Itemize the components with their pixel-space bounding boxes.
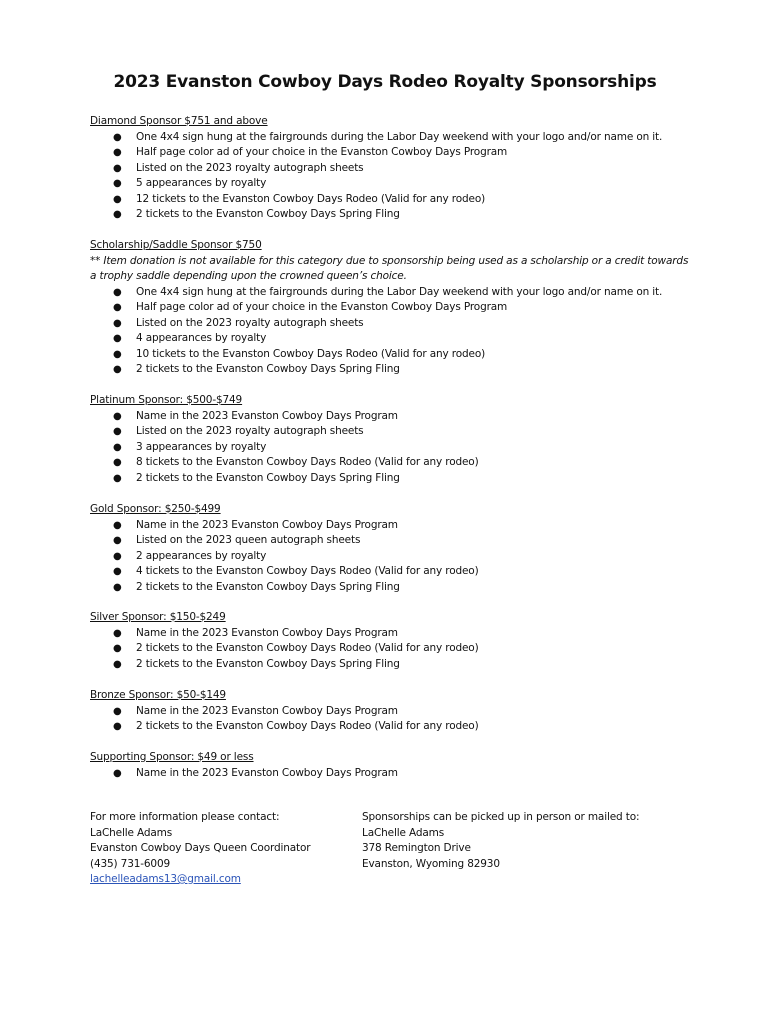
bullet-icon: ● xyxy=(113,147,122,158)
section-supporting-sponsor xyxy=(90,750,690,781)
list-item: ● 10 tickets to the Evanston Cowboy Days Rodeo (Valid for any rodeo) xyxy=(90,347,690,363)
mailing-street: 378 Remington Drive xyxy=(362,842,471,854)
list-item: ● Listed on the 2023 royalty autograph sheets xyxy=(90,161,690,177)
bullet-icon: ● xyxy=(113,457,122,468)
contact-email-link[interactable]: lachelleadams13@gmail.com xyxy=(90,873,241,885)
mailing-intro: Sponsorships can be picked up in person or mailed to: xyxy=(362,811,640,823)
bullet-icon: ● xyxy=(113,705,122,717)
list-item: ● 2 tickets to the Evanston Cowboy Days Spring Fling xyxy=(90,471,690,487)
page-title: 2023 Evanston Cowboy Days Rodeo Royalty Sponsorships xyxy=(113,72,657,92)
bullet-icon: ● xyxy=(113,566,122,577)
section-scholarship-saddle-sponsor xyxy=(90,238,690,378)
list-item: ● 4 appearances by royalty xyxy=(90,331,690,347)
list-item: ● 5 appearances by royalty xyxy=(90,176,690,192)
list-item: ● Listed on the 2023 royalty autograph sheets xyxy=(90,316,690,332)
bullet-icon: ● xyxy=(113,286,122,298)
section-gold-sponsor xyxy=(90,502,690,595)
section-silver-sponsor xyxy=(90,610,690,672)
list-item: ● 2 tickets to the Evanston Cowboy Days Spring Fling xyxy=(90,580,690,596)
section-note: ** Item donation is not available for this category due to sponsorship being used as a scholarship or a credit towards a trophy saddle depending upon the crowned queen’s choice. xyxy=(90,254,689,282)
section-bronze-sponsor xyxy=(90,688,690,735)
section-heading: Scholarship/Saddle Sponsor $750 xyxy=(90,239,262,251)
list-item: ● Name in the 2023 Evanston Cowboy Days Program xyxy=(90,626,690,642)
list-item: ● 12 tickets to the Evanston Cowboy Days Rodeo (Valid for any rodeo) xyxy=(90,192,690,208)
benefit-list xyxy=(90,130,690,223)
mailing-city: Evanston, Wyoming 82930 xyxy=(362,857,500,870)
benefit-list xyxy=(90,285,690,378)
list-item: ● 3 appearances by royalty xyxy=(90,440,690,456)
bullet-icon: ● xyxy=(113,333,122,344)
list-item: ● Listed on the 2023 royalty autograph sheets xyxy=(90,424,690,440)
section-heading: Diamond Sponsor $751 and above xyxy=(90,115,268,127)
contact-intro: For more information please contact: xyxy=(90,811,280,823)
contact-name: LaChelle Adams xyxy=(90,826,173,839)
bullet-icon: ● xyxy=(113,519,122,531)
bullet-icon: ● xyxy=(113,658,122,670)
bullet-icon: ● xyxy=(113,643,122,654)
bullet-icon: ● xyxy=(113,767,122,779)
benefit-list xyxy=(90,518,690,596)
bullet-icon: ● xyxy=(113,426,122,437)
list-item: ● 2 tickets to the Evanston Cowboy Days Spring Fling xyxy=(90,207,690,223)
bullet-icon: ● xyxy=(113,627,122,639)
bullet-icon: ● xyxy=(113,348,122,360)
list-item: ● 2 tickets to the Evanston Cowboy Days Rodeo (Valid for any rodeo) xyxy=(90,719,690,735)
list-item: ● Name in the 2023 Evanston Cowboy Days Program xyxy=(90,704,690,720)
list-item: ● Name in the 2023 Evanston Cowboy Days Program xyxy=(90,409,690,425)
bullet-icon: ● xyxy=(113,302,122,313)
bullet-icon: ● xyxy=(113,410,122,422)
list-item: ● Name in the 2023 Evanston Cowboy Days Program xyxy=(90,518,690,534)
mailing-name: LaChelle Adams xyxy=(362,826,445,839)
benefit-list xyxy=(90,766,690,782)
list-item: ● 2 tickets to the Evanston Cowboy Days Spring Fling xyxy=(90,657,690,673)
benefit-list xyxy=(90,626,690,673)
list-item: ● Listed on the 2023 queen autograph sheets xyxy=(90,533,690,549)
section-heading: Gold Sponsor: $250-$499 xyxy=(90,503,221,515)
list-item: ● Half page color ad of your choice in the Evanston Cowboy Days Program xyxy=(90,300,690,316)
bullet-icon: ● xyxy=(113,535,122,546)
contact-info xyxy=(90,810,350,888)
contact-role: Evanston Cowboy Days Queen Coordinator xyxy=(90,842,311,854)
section-heading: Bronze Sponsor: $50-$149 xyxy=(90,689,226,701)
bullet-icon: ● xyxy=(113,178,122,189)
bullet-icon: ● xyxy=(113,162,122,174)
section-heading: Supporting Sponsor: $49 or less xyxy=(90,751,254,763)
list-item: ● One 4x4 sign hung at the fairgrounds during the Labor Day weekend with your logo and/or name on it. xyxy=(90,130,690,146)
benefit-list xyxy=(90,409,690,487)
bullet-icon: ● xyxy=(113,364,122,375)
list-item: ● 4 tickets to the Evanston Cowboy Days Rodeo (Valid for any rodeo) xyxy=(90,564,690,580)
list-item: ● 8 tickets to the Evanston Cowboy Days Rodeo (Valid for any rodeo) xyxy=(90,455,690,471)
mailing-info xyxy=(362,810,682,872)
benefit-list xyxy=(90,704,690,735)
bullet-icon: ● xyxy=(113,317,122,329)
list-item: ● 2 tickets to the Evanston Cowboy Days Spring Fling xyxy=(90,362,690,378)
list-item: ● Name in the 2023 Evanston Cowboy Days Program xyxy=(90,766,690,782)
bullet-icon: ● xyxy=(113,550,122,562)
list-item: ● 2 appearances by royalty xyxy=(90,549,690,565)
section-platinum-sponsor xyxy=(90,393,690,486)
bullet-icon: ● xyxy=(113,472,122,484)
bullet-icon: ● xyxy=(113,209,122,220)
bullet-icon: ● xyxy=(113,721,122,732)
contact-phone: (435) 731-6009 xyxy=(90,857,171,870)
list-item: ● Half page color ad of your choice in the Evanston Cowboy Days Program xyxy=(90,145,690,161)
bullet-icon: ● xyxy=(113,441,122,453)
section-heading: Silver Sponsor: $150-$249 xyxy=(90,611,226,623)
section-heading: Platinum Sponsor: $500-$749 xyxy=(90,394,243,406)
list-item: ● One 4x4 sign hung at the fairgrounds during the Labor Day weekend with your logo and/or name on it. xyxy=(90,285,690,301)
section-diamond-sponsor xyxy=(90,114,690,223)
bullet-icon: ● xyxy=(113,193,122,205)
bullet-icon: ● xyxy=(113,131,122,143)
bullet-icon: ● xyxy=(113,581,122,593)
list-item: ● 2 tickets to the Evanston Cowboy Days Rodeo (Valid for any rodeo) xyxy=(90,641,690,657)
